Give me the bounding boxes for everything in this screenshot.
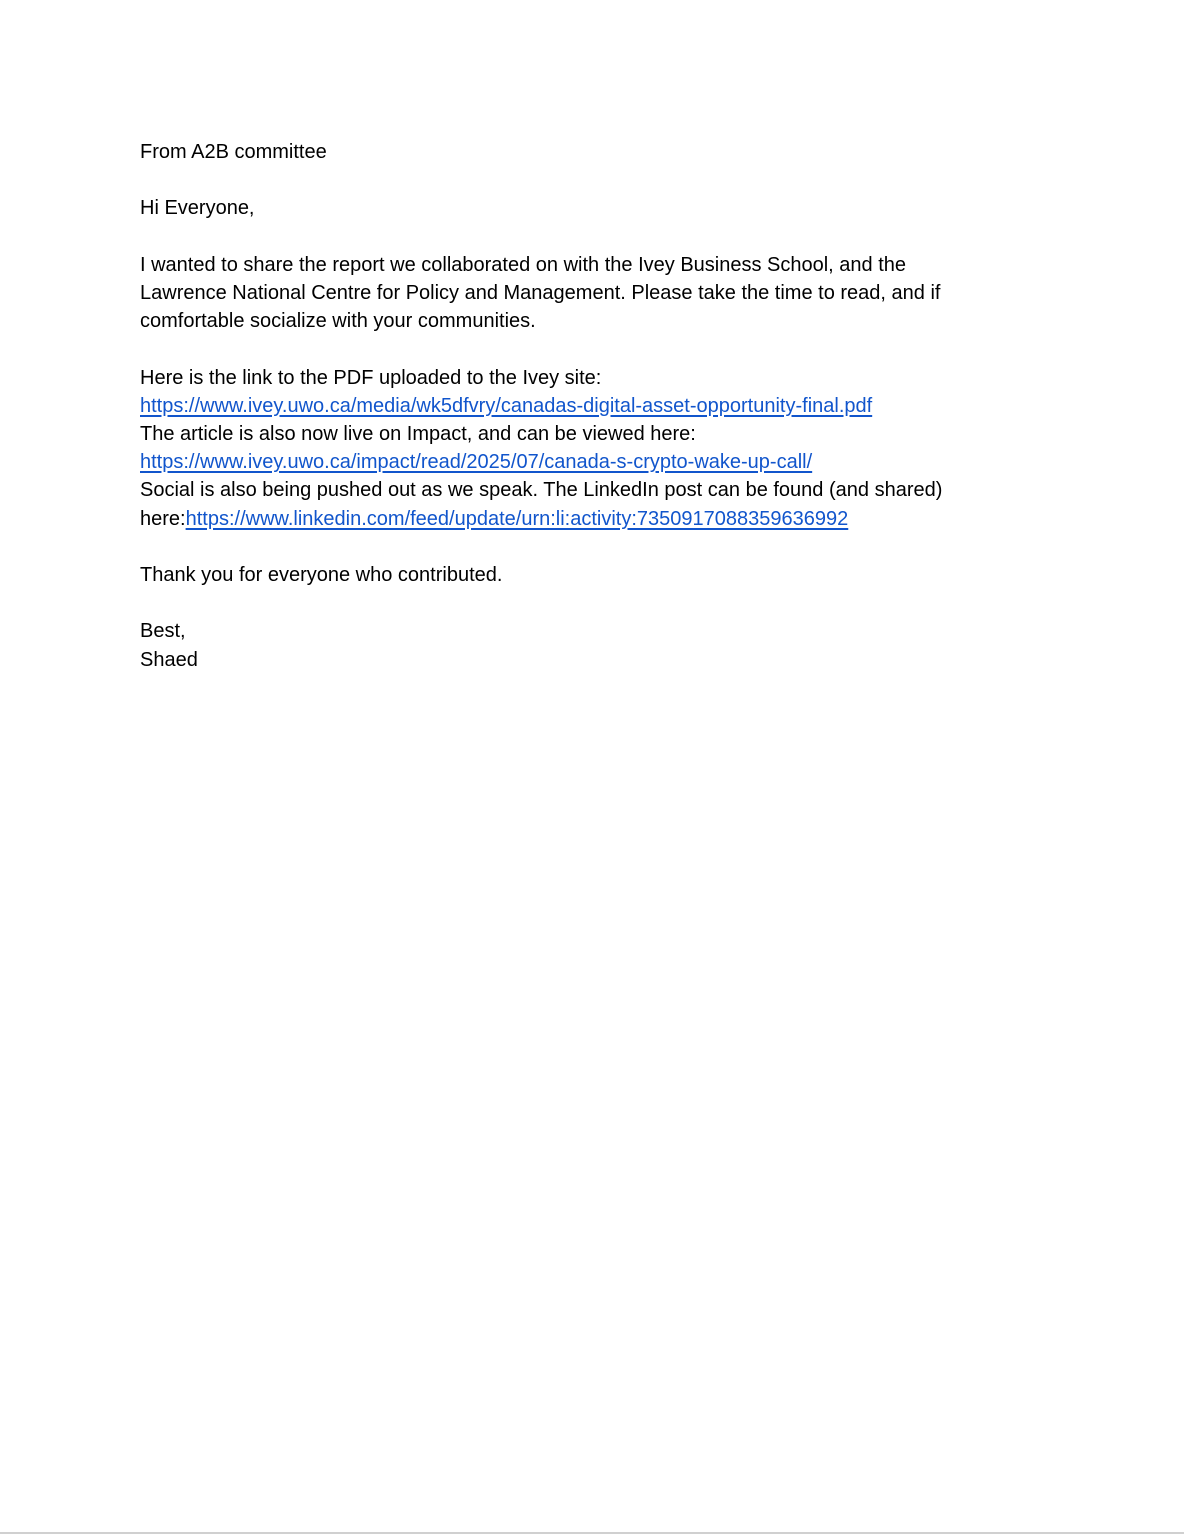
signature: Shaed xyxy=(140,648,198,671)
article-link[interactable]: https://www.ivey.uwo.ca/impact/read/2025/07/canada-s-crypto-wake-up-call/ xyxy=(140,451,813,474)
intro-paragraph xyxy=(140,251,1020,336)
pdf-link[interactable]: https://www.ivey.uwo.ca/media/wk5dfvry/canadas-digital-asset-opportunity-final.pdf xyxy=(140,394,873,417)
sign-off: Best, xyxy=(140,620,186,643)
thanks-line: Thank you for everyone who contributed. xyxy=(140,563,503,586)
links-paragraph xyxy=(140,364,1020,533)
intro-line: I wanted to share the report we collaborated on with the Ivey Business School, and the xyxy=(140,253,907,276)
intro-line: Lawrence National Centre for Policy and Management. Please take the time to read, and if xyxy=(140,281,941,304)
spacer xyxy=(140,166,1020,194)
social-intro: Social is also being pushed out as we speak. The LinkedIn post can be found (and shared) xyxy=(140,479,943,502)
social-here-label: here: xyxy=(140,507,186,530)
email-body xyxy=(140,138,1020,674)
pdf-intro: Here is the link to the PDF uploaded to the Ivey site: xyxy=(140,366,602,389)
greeting: Hi Everyone, xyxy=(140,197,255,220)
intro-line: comfortable socialize with your communities. xyxy=(140,310,536,333)
spacer xyxy=(140,589,1020,617)
spacer xyxy=(140,335,1020,363)
linkedin-link[interactable]: https://www.linkedin.com/feed/update/urn:li:activity:7350917088359636992 xyxy=(185,507,849,530)
from-line: From A2B committee xyxy=(140,141,327,163)
spacer xyxy=(140,533,1020,561)
spacer xyxy=(140,223,1020,251)
article-intro: The article is also now live on Impact, and can be viewed here: xyxy=(140,422,696,445)
